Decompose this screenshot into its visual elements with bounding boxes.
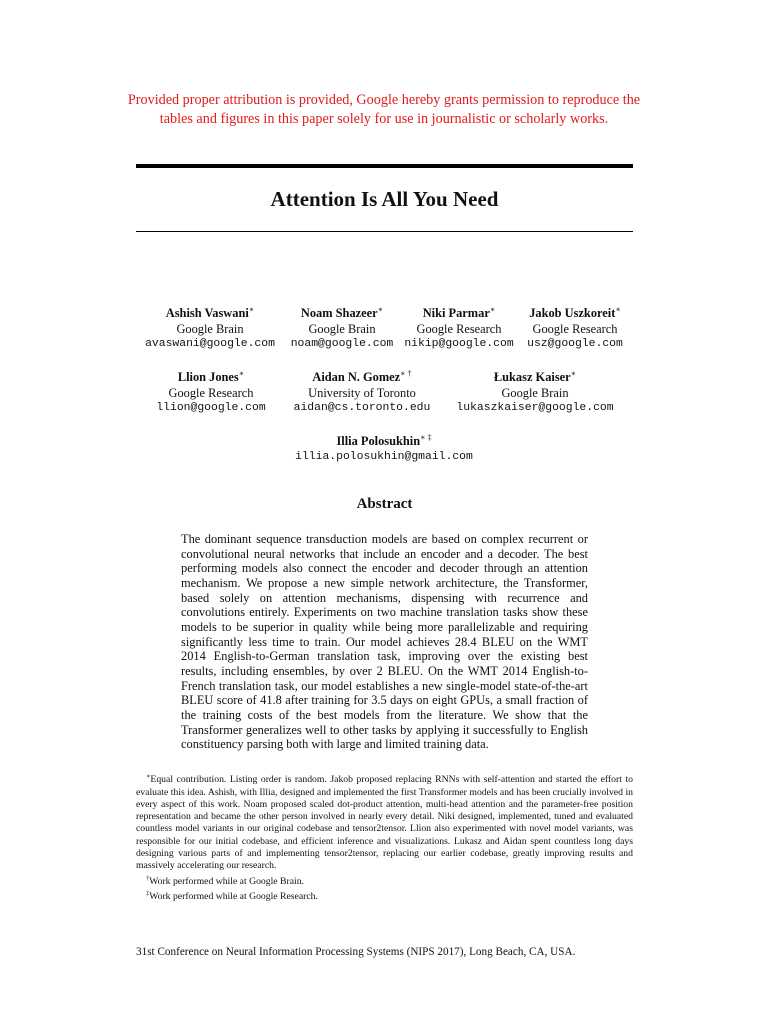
- author-name: Niki Parmar∗: [422, 305, 496, 321]
- author-name: Ashish Vaswani∗: [165, 305, 255, 321]
- author-affiliation: Google Brain: [501, 385, 569, 400]
- author-email: illia.polosukhin@gmail.com: [295, 450, 473, 463]
- author-block: [146, 366, 276, 417]
- author-name: Jakob Uszkoreit∗: [529, 305, 621, 321]
- footnote-equal-contribution: ∗Equal contribution. Listing order is random. Jakob proposed replacing RNNs with self-attention and started the effort to evaluate this idea. Ashish, with Illia, designed and implemented the first Transformer models and has been crucially involved in every aspect of this work. Noam proposed scaled dot-product attention, multi-head attention and the parameter-free position representation and became the other person involved in nearly every detail. Niki designed, implemented, tuned and evaluated countless model variants in our original codebase and tensor2tensor. Llion also experimented with novel model variants, was responsible for our initial codebase, and efficient inference and visualizations. Lukasz and Aidan spent countless long days designing various parts of and implementing tensor2tensor, replacing our earlier codebase, greatly improving results and massively accelerating our research.: [136, 773, 633, 872]
- title-bottom-rule: [136, 231, 633, 232]
- author-email: aidan@cs.toronto.edu: [293, 402, 431, 415]
- author-affiliation: Google Research: [168, 385, 254, 400]
- abstract-heading: Abstract: [356, 496, 413, 512]
- author-affiliation: University of Toronto: [308, 385, 416, 400]
- conference-line: 31st Conference on Neural Information Processing Systems (NIPS 2017), Long Beach, CA, USA.: [136, 946, 576, 958]
- author-name: Illia Polosukhin∗ ‡: [336, 433, 432, 449]
- author-affiliation: Google Research: [532, 321, 618, 336]
- title-top-rule: [136, 164, 633, 168]
- abstract-body: [181, 532, 588, 752]
- footnotes: [136, 771, 633, 904]
- paper-title: Attention Is All You Need: [270, 187, 499, 211]
- author-block: [140, 302, 280, 353]
- author-block: [284, 430, 484, 465]
- footnote-google-brain: †Work performed while at Google Brain.: [146, 874, 304, 887]
- author-block: [520, 302, 630, 353]
- author-name: Noam Shazeer∗: [300, 305, 384, 321]
- permission-notice: Provided proper attribution is provided, Google hereby grants permission to reproduce the tables and figures in this paper solely for use in journalistic or scholarly works.: [127, 92, 641, 127]
- author-block: [286, 366, 438, 417]
- author-block: [452, 366, 618, 417]
- author-email: noam@google.com: [290, 338, 394, 351]
- author-email: llion@google.com: [156, 402, 266, 415]
- author-affiliation: Google Brain: [176, 321, 244, 336]
- footnote-google-research: ‡Work performed while at Google Research.: [146, 890, 318, 903]
- author-email: nikip@google.com: [404, 338, 514, 351]
- author-email: usz@google.com: [527, 338, 623, 351]
- author-name: Łukasz Kaiser∗: [493, 369, 577, 385]
- author-block: [403, 302, 515, 353]
- author-email: avaswani@google.com: [145, 338, 275, 351]
- author-block: [282, 302, 402, 353]
- abstract-text: The dominant sequence transduction models are based on complex recurrent or convolutional neural networks that include an encoder and a decoder. The best performing models also connect the encoder and decoder through an attention mechanism. We propose a new simple network architecture, the Transformer, based solely on attention mechanisms, dispensing with recurrence and convolutions entirely. Experiments on two machine translation tasks show these models to be superior in quality while being more parallelizable and requiring significantly less time to train. Our model achieves 28.4 BLEU on the WMT 2014 English-to-German translation task, improving over the existing best results, including ensembles, by over 2 BLEU. On the WMT 2014 English-to-French translation task, our model establishes a new single-model state-of-the-art BLEU score of 41.8 after training for 3.5 days on eight GPUs, a small fraction of the training costs of the best models from the literature. We show that the Transformer generalizes well to other tasks by applying it successfully to English constituency parsing both with large and limited training data.: [181, 532, 588, 752]
- author-affiliation: Google Brain: [308, 321, 376, 336]
- author-affiliation: Google Research: [416, 321, 502, 336]
- author-email: lukaszkaiser@google.com: [456, 402, 614, 415]
- author-name: Aidan N. Gomez∗ †: [312, 369, 412, 385]
- author-name: Llion Jones∗: [177, 369, 245, 385]
